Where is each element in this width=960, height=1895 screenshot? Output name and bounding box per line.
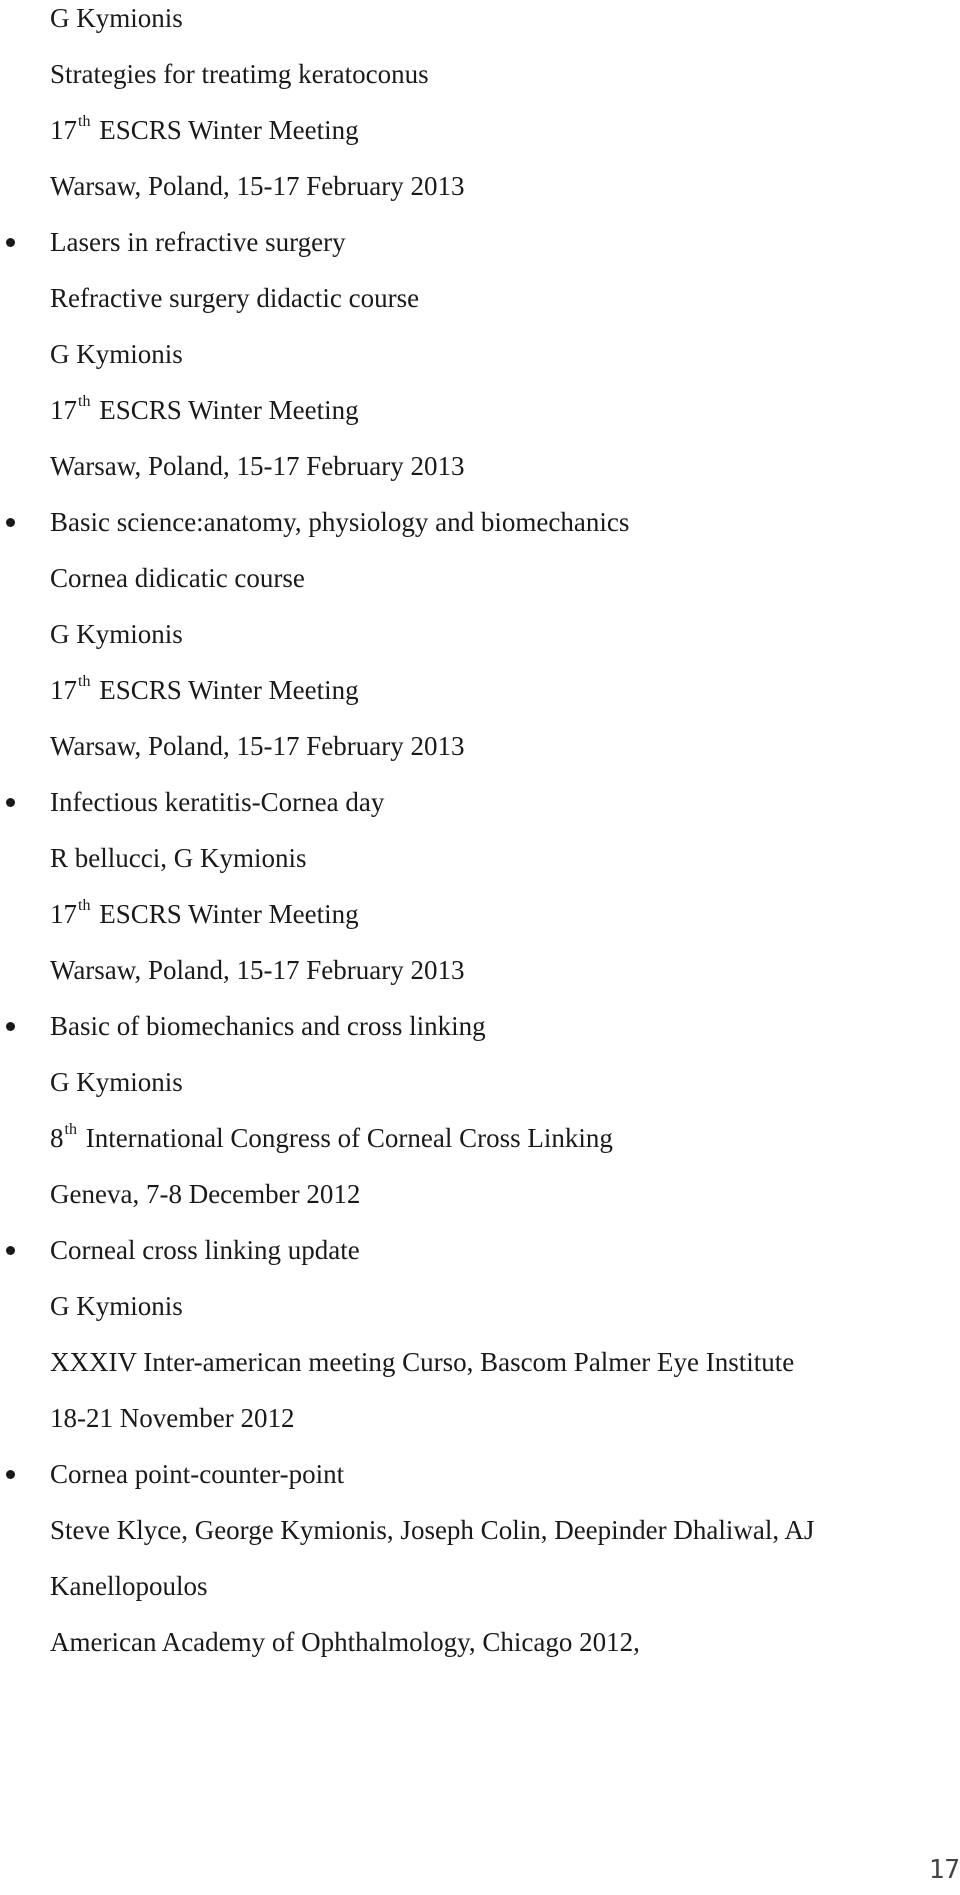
bullet-dot-icon — [6, 798, 15, 807]
bullet-list-item — [50, 1456, 950, 1512]
line-text: 18-21 November 2012 — [50, 1403, 295, 1433]
text-line — [50, 112, 950, 168]
text-line — [50, 560, 950, 616]
bullet-dot-icon — [6, 1022, 15, 1031]
meeting-name: ESCRS Winter Meeting — [92, 395, 359, 425]
text-line — [50, 1120, 950, 1176]
line-text: Lasers in refractive surgery — [50, 227, 346, 257]
text-line — [50, 56, 950, 112]
meeting-ordinal-number: 17 — [50, 675, 77, 705]
bullet-list-item — [50, 784, 950, 840]
bullet-dot-icon — [6, 518, 15, 527]
bullet-list-item — [50, 1232, 950, 1288]
text-line — [50, 840, 950, 896]
text-line — [50, 392, 950, 448]
line-text: Cornea didicatic course — [50, 563, 305, 593]
bullet-dot-icon — [6, 238, 15, 247]
text-line — [50, 336, 950, 392]
text-line — [50, 1512, 950, 1568]
text-line — [50, 672, 950, 728]
text-line — [50, 616, 950, 672]
bullet-list-item — [50, 504, 950, 560]
text-line — [50, 448, 950, 504]
text-line — [50, 1568, 950, 1624]
line-text: Warsaw, Poland, 15-17 February 2013 — [50, 731, 465, 761]
meeting-name: ESCRS Winter Meeting — [92, 115, 359, 145]
line-text: G Kymionis — [50, 3, 183, 33]
bullet-dot-icon — [6, 1246, 15, 1255]
bullet-list-item — [50, 1008, 950, 1064]
meeting-name: ESCRS Winter Meeting — [92, 675, 359, 705]
line-text: G Kymionis — [50, 1291, 183, 1321]
ordinal-suffix: th — [78, 673, 91, 690]
line-text: Geneva, 7-8 December 2012 — [50, 1179, 361, 1209]
line-text: Warsaw, Poland, 15-17 February 2013 — [50, 171, 465, 201]
line-text: Warsaw, Poland, 15-17 February 2013 — [50, 451, 465, 481]
text-line — [50, 728, 950, 784]
line-text: American Academy of Ophthalmology, Chicago 2012, — [50, 1627, 640, 1657]
text-line — [50, 1624, 950, 1680]
text-line — [50, 952, 950, 1008]
text-line — [50, 896, 950, 952]
ordinal-suffix: th — [64, 1121, 77, 1138]
meeting-ordinal-number: 17 — [50, 899, 77, 929]
text-line — [50, 1344, 950, 1400]
line-text: G Kymionis — [50, 1067, 183, 1097]
text-line — [50, 280, 950, 336]
line-text: Warsaw, Poland, 15-17 February 2013 — [50, 955, 465, 985]
text-line — [50, 1064, 950, 1120]
meeting-name: ESCRS Winter Meeting — [92, 899, 359, 929]
line-text: Kanellopoulos — [50, 1571, 208, 1601]
page-number: 17 — [928, 1855, 960, 1885]
line-text: Corneal cross linking update — [50, 1235, 360, 1265]
bullet-list-item — [50, 224, 950, 280]
meeting-ordinal-number: 17 — [50, 395, 77, 425]
line-text: Strategies for treatimg keratoconus — [50, 59, 429, 89]
line-text: Refractive surgery didactic course — [50, 283, 420, 313]
ordinal-suffix: th — [78, 113, 91, 130]
text-line — [50, 0, 950, 56]
meeting-name: International Congress of Corneal Cross Linking — [78, 1123, 613, 1153]
text-line — [50, 1400, 950, 1456]
line-text: Basic of biomechanics and cross linking — [50, 1011, 486, 1041]
bullet-dot-icon — [6, 1470, 15, 1479]
line-text: R bellucci, G Kymionis — [50, 843, 307, 873]
ordinal-suffix: th — [78, 897, 91, 914]
line-text: Infectious keratitis-Cornea day — [50, 787, 385, 817]
line-text: XXXIV Inter-american meeting Curso, Bascom Palmer Eye Institute — [50, 1347, 795, 1377]
line-text: Basic science:anatomy, physiology and biomechanics — [50, 507, 630, 537]
line-text: Cornea point-counter-point — [50, 1459, 345, 1489]
document-body — [50, 0, 950, 1680]
line-text: Steve Klyce, George Kymionis, Joseph Colin, Deepinder Dhaliwal, AJ — [50, 1515, 815, 1545]
line-text: G Kymionis — [50, 339, 183, 369]
ordinal-suffix: th — [78, 393, 91, 410]
meeting-ordinal-number: 17 — [50, 115, 77, 145]
text-line — [50, 168, 950, 224]
line-text: G Kymionis — [50, 619, 183, 649]
text-line — [50, 1288, 950, 1344]
meeting-ordinal-number: 8 — [50, 1123, 64, 1153]
text-line — [50, 1176, 950, 1232]
